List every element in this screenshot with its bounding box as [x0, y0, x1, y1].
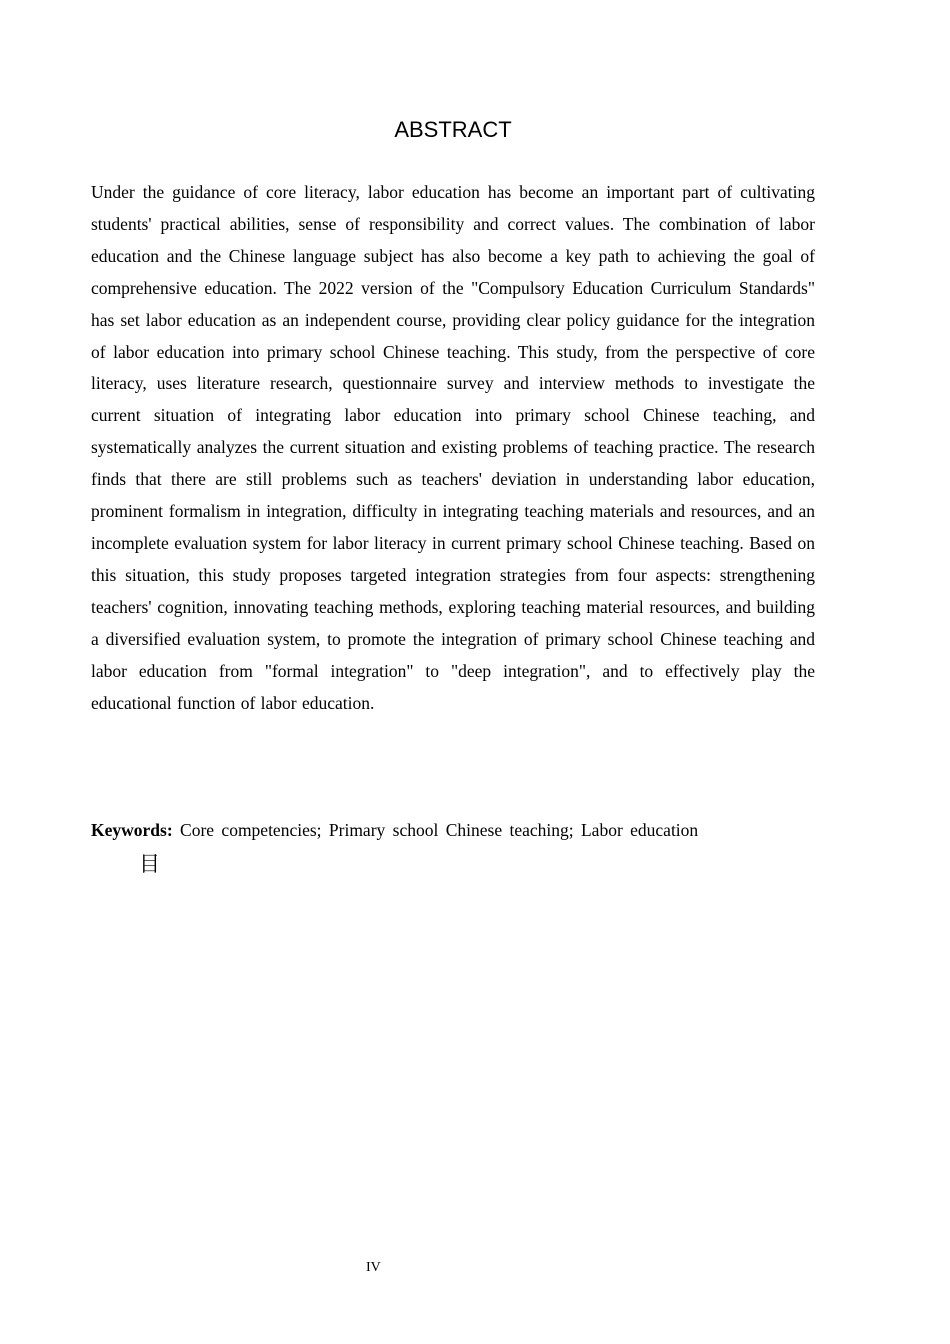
keywords-text: Core competencies; Primary school Chinese teaching; Labor education [180, 820, 699, 840]
abstract-body: Under the guidance of core literacy, labor education has become an important part of cultivating students' practical abilities, sense of responsibility and correct values. The combination of labor education and the Chinese language subject has also become a key path to achieving the goal of comprehensive education. The 2022 version of the "Compulsory Education Curriculum Standards" has set labor education as an independent course, providing clear policy guidance for the integration of labor education into primary school Chinese teaching. This study, from the perspective of core literacy, uses literature research, questionnaire survey and interview methods to investigate the current situation of integrating labor education into primary school Chinese teaching, and systematically analyzes the current situation and existing problems of teaching practice. The research finds that there are still problems such as teachers' deviation in understanding labor education, prominent formalism in integration, difficulty in integrating teaching materials and resources, and an incomplete evaluation system for labor literacy in current primary school Chinese teaching. Based on this situation, this study proposes targeted integration strategies from four aspects: strengthening teachers' cognition, innovating teaching methods, exploring teaching material resources, and building a diversified evaluation system, to promote the integration of primary school Chinese teaching and labor education from "formal integration" to "deep integration", and to effectively play the educational function of labor education. [91, 182, 815, 713]
keywords-line [91, 815, 815, 847]
abstract-title: ABSTRACT [394, 117, 512, 142]
page-number: IV [366, 1260, 381, 1275]
toc-heading-fragment: 目 [139, 852, 160, 876]
keywords-label: Keywords: [91, 820, 173, 840]
